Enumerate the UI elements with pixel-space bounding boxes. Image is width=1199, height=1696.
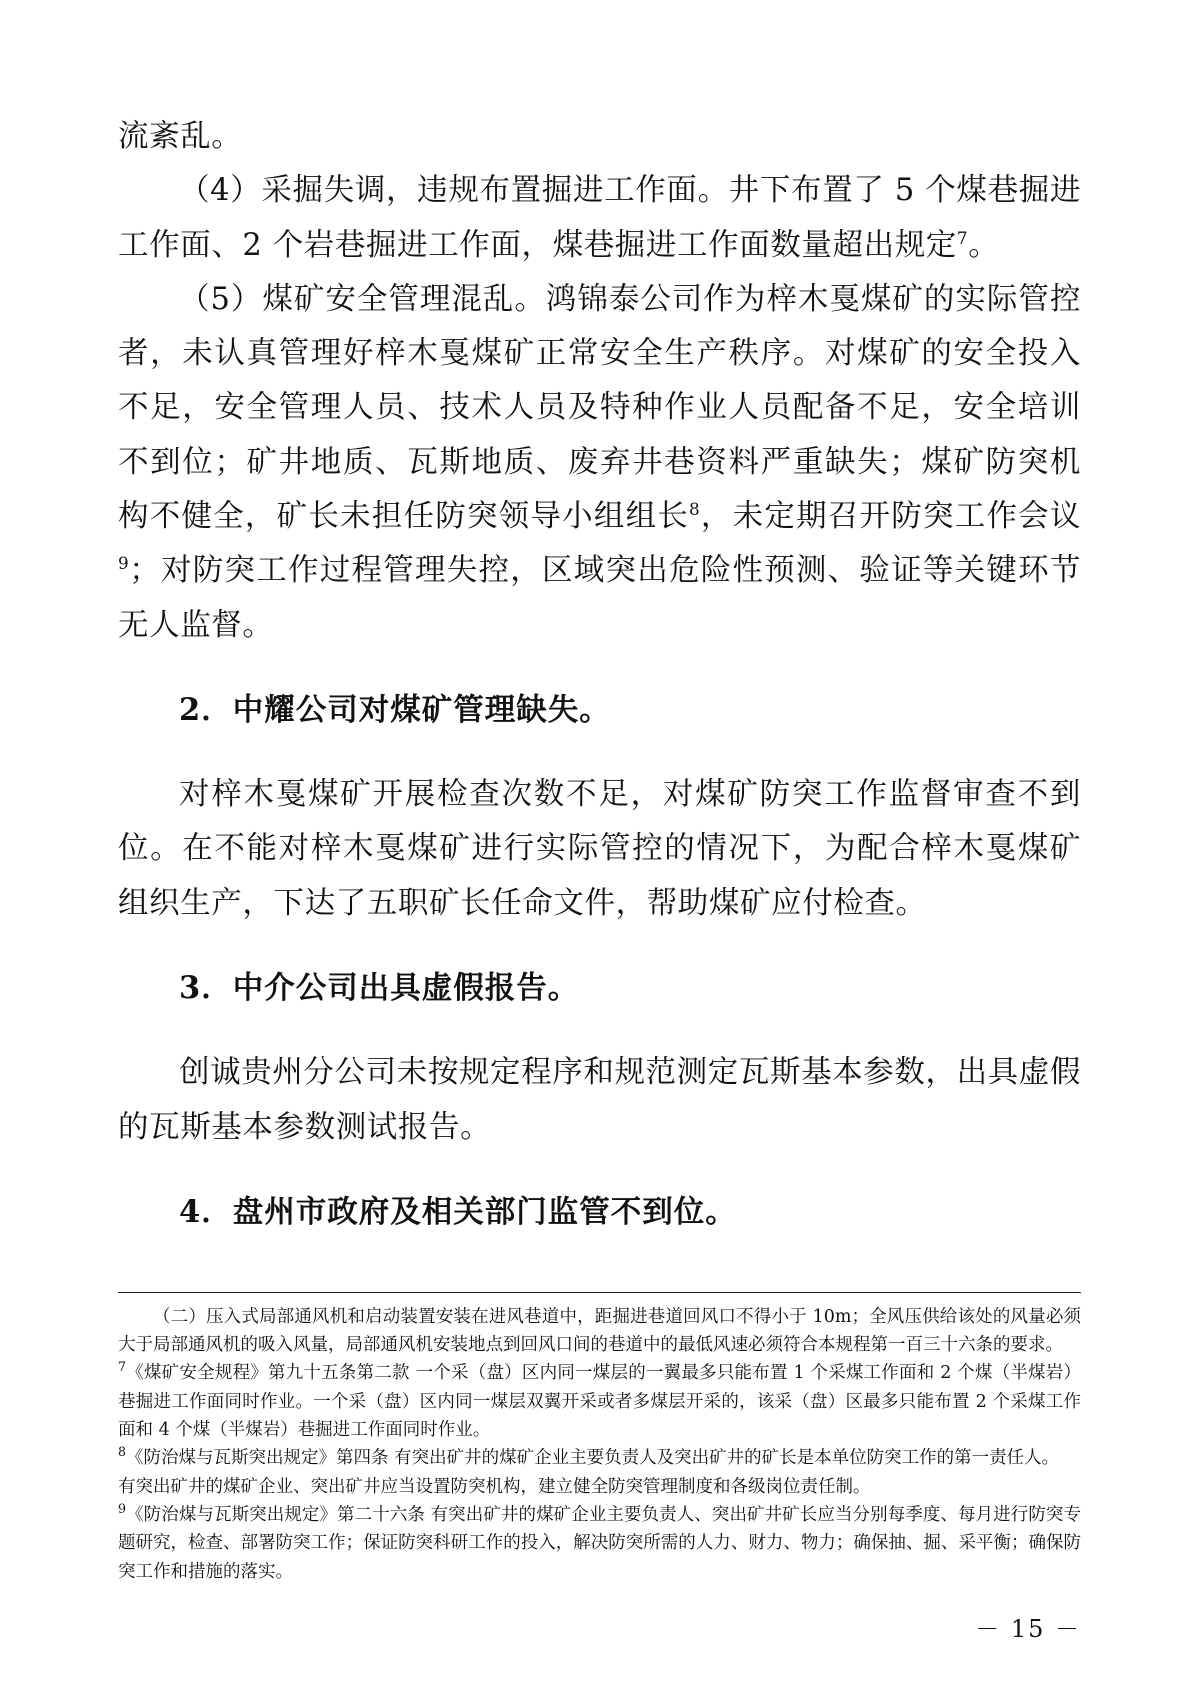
heading-section-3: 3．中介公司出具虚假报告。: [179, 970, 580, 1007]
footnote-area: [118, 1274, 1081, 1586]
footnote-text: 有突出矿井的煤矿企业、突出矿井应当设置防突机构，建立健全防突管理制度和各级岗位责任制。: [118, 1476, 871, 1497]
paragraph-item-5: [118, 273, 1081, 653]
heading-section-4: 4．盘州市政府及相关部门监管不到位。: [179, 1194, 737, 1231]
paragraph-text-part-3: ；对防突工作过程管理失控，区域突出危险性预测、验证等关键环节无人监督。: [118, 553, 1081, 643]
paragraph-section-2: 对梓木戛煤矿开展检查次数不足，对煤矿防突工作监督审查不到位。在不能对梓木戛煤矿进行实际管控的情况下，为配合梓木戛煤矿组织生产，下达了五职矿长任命文件，帮助煤矿应付检查。: [118, 777, 1081, 921]
footnote-ref-9[interactable]: 9: [118, 553, 130, 574]
paragraph-text: （4）采掘失调，违规布置掘进工作面。井下布置了 5 个煤巷掘进工作面、2 个岩巷掘进工作面，煤巷掘进工作面数量超出规定: [118, 173, 1081, 263]
heading-section-2: 2．中耀公司对煤矿管理缺失。: [179, 692, 611, 729]
paragraph-tail: 。: [968, 227, 1000, 263]
footnote-continued: [118, 1303, 1081, 1360]
footnote-7: [118, 1359, 1081, 1444]
footnote-list: [118, 1303, 1081, 1586]
footnote-divider: [118, 1292, 1081, 1293]
footnote-8: [118, 1444, 1081, 1472]
footnote-text: 《防治煤与瓦斯突出规定》第二十六条 有突出矿井的煤矿企业主要负责人、突出矿井矿长应当分别每季度、每月进行防突专题研究，检查、部署防突工作；保证防突科研工作的投入，解决防突所需的人力、财力、物力；确保抽、掘、采平衡；确保防突工作和措施的落实。: [118, 1504, 1081, 1582]
paragraph-item-4: [118, 164, 1081, 273]
footnote-8-continued: [118, 1473, 1081, 1501]
paragraph-continued: [118, 110, 1081, 164]
document-body: [118, 110, 1081, 1240]
footnote-text: （二）压入式局部通风机和启动装置安装在进风巷道中，距掘进巷道回风口不得小于 10m；全风压供给该处的风量必须大于局部通风机的吸入风量，局部通风机安装地点到回风口间的巷道中的最低风速必须符合本规程第一百三十六条的要求。: [118, 1306, 1081, 1355]
footnote-ref-8[interactable]: 8: [689, 498, 701, 519]
footnote-9: [118, 1501, 1081, 1586]
footnote-marker-8: 8: [118, 1444, 127, 1460]
footnote-text: 《煤矿安全规程》第九十五条第二款 一个采（盘）区内同一煤层的一翼最多只能布置 1 个采煤工作面和 2 个煤（半煤岩）巷掘进工作面同时作业。一个采（盘）区内同一煤层双翼开采或者多煤层开采的，该采（盘）区最多只能布置 2 个采煤工作面和 4 个煤（半煤岩）巷掘进工作面同时作业。: [118, 1363, 1081, 1440]
footnote-ref-7[interactable]: 7: [956, 227, 969, 248]
paragraph-text: 流紊乱。: [118, 119, 243, 154]
paragraph-section-3: 创诚贵州分公司未按规定程序和规范测定瓦斯基本参数，出具虚假的瓦斯基本参数测试报告。: [118, 1055, 1081, 1145]
footnote-text: 《防治煤与瓦斯突出规定》第四条 有突出矿井的煤矿企业主要负责人及突出矿井的矿长是本单位防突工作的第一责任人。: [126, 1448, 1060, 1469]
paragraph-text-part-2: ，未定期召开防突工作会议: [700, 498, 1081, 534]
paragraph-text-part-1: （5）煤矿安全管理混乱。鸿锦泰公司作为梓木戛煤矿的实际管控者，未认真管理好梓木戛煤矿正常安全生产秩序。对煤矿的安全投入不足，安全管理人员、技术人员及特种作业人员配备不足，安全培训不到位；矿井地质、瓦斯地质、废弃井巷资料严重缺失；煤矿防突机构不健全，矿长未担任防突领导小组组长: [118, 281, 1081, 534]
footnote-marker-9: 9: [118, 1501, 127, 1517]
page-number: － 15 －: [975, 1615, 1081, 1643]
footnote-marker-7: 7: [118, 1359, 127, 1375]
